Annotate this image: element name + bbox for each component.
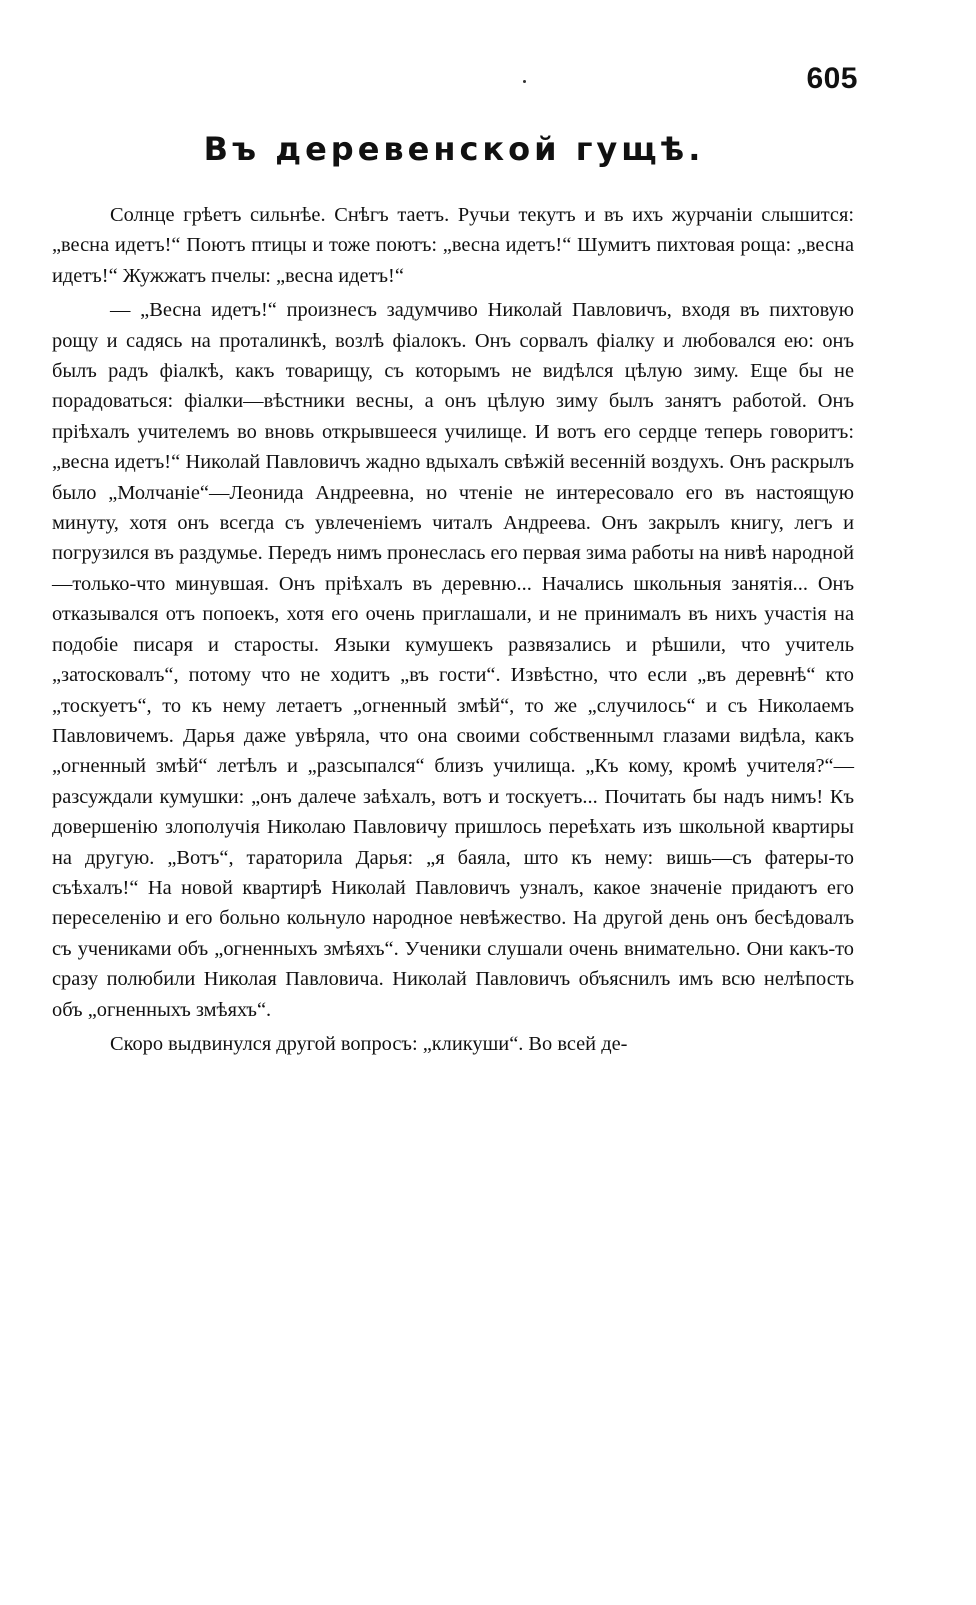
paragraph-3: Скоро выдвинулся другой вопросъ: „кликуши“. Во всей де- xyxy=(110,1032,628,1055)
print-speck xyxy=(523,80,526,83)
paragraph-2: — „Весна идетъ!“ произнесъ задумчиво Николай Павловичъ, входя въ пихтовую рощу и садясь на проталинкѣ, возлѣ фiалокъ. Онъ сорвалъ фiалку и любовался ею: онъ былъ радъ фiалкѣ, какъ товарищу, съ которымъ не видѣлся цѣлую зиму. Еще бы не порадоваться: фiалки—вѣстники весны, а онъ цѣлую зиму былъ занятъ работой. Онъ прiѣхалъ учителемъ во вновь открывшееся училище. И вотъ его сердце теперь говоритъ: „весна идетъ!“ Николай Павловичъ жадно вдыхалъ свѣжiй весеннiй воздухъ. Онъ раскрылъ было „Молчанiе“—Леонида Андреевна, но чтенiе не интересовало его въ настоящую минуту, хотя онъ всегда съ увлеченiемъ читалъ Андреева. Онъ закрылъ книгу, легъ и погрузился въ раздумье. Передъ нимъ пронеслась его первая зима работы на нивѣ народной—только-что минувшая. Онъ прiѣхалъ въ деревню... Начались школьныя занятiя... Онъ отказывался отъ попоекъ, хотя его очень приглашали, и не принималъ въ нихъ участiя на подобiе писаря и старосты. Языки кумушекъ развязались и рѣшили, что учитель „затосковалъ“, потому что не ходитъ „въ гости“. Извѣстно, что если „въ деревнѣ“ кто „тоскуетъ“, то къ нему летаетъ „огненный змѣй“, то же „случилось“ и съ Николаемъ Павловичемъ. Дарья даже увѣряла, что она своими собственнымл глазами видѣла, какъ „огненный змѣй“ летѣлъ и „разсыпался“ близъ училища. „Къ кому, кромѣ учителя?“—разсуждали кумушки: „онъ далече заѣхалъ, вотъ и тоскуетъ... Почитать бы надъ нимъ! Къ довершенiю злополучiя Николаю Павловичу пришлось переѣхать изъ школьной квартиры на другую. „Вотъ“, тараторила Дарья: „я баяла, што къ нему: вишь—съ фатеры-то съѣхалъ!“ На новой квартирѣ Николай Павловичъ узналъ, какое значенiе придаютъ его переселенiю и его больно кольнуло народное невѣжество. На другой день онъ бесѣдовалъ съ учениками объ „огненныхъ змѣяхъ“. Ученики слушали очень внимательно. Они какъ-то сразу полюбили Николая Павловича. Николай Павловичъ объяснилъ имъ всю нелѣпость объ „огненныхъ змѣяхъ“. xyxy=(52,299,854,1021)
page-number: 605 xyxy=(806,62,858,95)
body-text xyxy=(52,200,854,1063)
paragraph-1: Солнце грѣетъ сильнѣе. Снѣгъ таетъ. Ручьи текутъ и въ ихъ журчанiи слышится: „весна идетъ!“ Поютъ птицы и тоже поютъ: „весна идетъ!“ Шумитъ пихтовая роща: „весна идетъ!“ Жужжатъ пчелы: „весна идетъ!“ xyxy=(52,204,854,287)
chapter-title: Въ деревенской гущѣ. xyxy=(203,130,705,168)
